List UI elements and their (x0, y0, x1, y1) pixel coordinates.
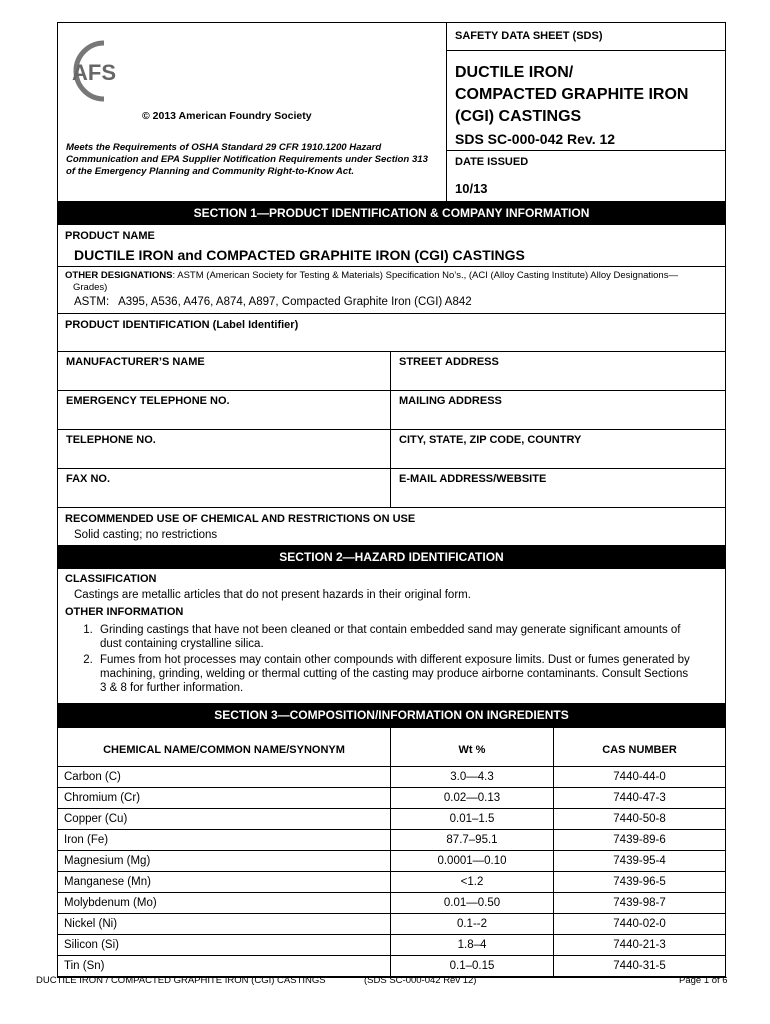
table-row (58, 788, 725, 809)
section-2-header: SECTION 2—HAZARD IDENTIFICATION (58, 545, 725, 568)
table-row (58, 830, 725, 851)
section-3-header: SECTION 3—COMPOSITION/INFORMATION ON INGREDIENTS (58, 703, 725, 726)
cas-number: 7440-50-8 (554, 809, 726, 830)
other-designations (65, 270, 720, 281)
product-id-label: PRODUCT IDENTIFICATION (Label Identifier) (65, 319, 299, 331)
classification-text: Castings are metallic articles that do not present hazards in their original form. (74, 589, 471, 601)
other-information-item: 1. Grinding castings that have not been cleaned or that contain embedded sand may generate significant amounts of dust containing crystalline silica. (96, 623, 696, 651)
other-designations-cell (58, 266, 725, 313)
chemical-name: Molybdenum (Mo) (58, 893, 391, 914)
street-address-label: STREET ADDRESS (399, 356, 499, 368)
wt-percent: 1.8–4 (391, 935, 554, 956)
document-header (58, 23, 725, 201)
ingredients-cell (58, 726, 725, 977)
wt-percent: 87.7–95.1 (391, 830, 554, 851)
hazard-identification-cell (58, 568, 725, 703)
wt-percent: <1.2 (391, 872, 554, 893)
date-issued-label: DATE ISSUED (455, 156, 529, 168)
other-designations-label: OTHER DESIGNATIONS (65, 270, 173, 281)
product-name-label: PRODUCT NAME (65, 230, 155, 242)
osha-requirements-note: Meets the Requirements of OSHA Standard 29 CFR 1910.1200 Hazard Communication and EPA Supplier Notification Requirements under Section 313 of the Emergency Planning and Community Right-to-Know Act. (66, 142, 428, 177)
cas-number: 7439-95-4 (554, 851, 726, 872)
sds-sheet (57, 22, 726, 978)
title-line-1: DUCTILE IRON/ (455, 64, 574, 81)
other-designations-text: : ASTM (American Society for Testing & Materials) Specification No’s., (ACI (Alloy Casting Institute) Alloy Designations— (172, 270, 678, 281)
other-information-label: OTHER INFORMATION (65, 606, 184, 618)
ingredients-body (58, 767, 725, 977)
recommended-use-value: Solid casting; no restrictions (74, 529, 218, 541)
fax-row (58, 468, 725, 507)
table-row (58, 767, 725, 788)
doc-type: SAFETY DATA SHEET (SDS) (455, 30, 603, 42)
sds-number: SDS SC-000-042 Rev. 12 (455, 131, 616, 147)
table-row (58, 935, 725, 956)
doc-type-cell (447, 23, 725, 51)
product-title (455, 62, 688, 128)
product-name: DUCTILE IRON and COMPACTED GRAPHITE IRON (CGI) CASTINGS (74, 247, 525, 263)
manufacturer-label: MANUFACTURER’S NAME (58, 352, 391, 390)
ingredients-table (58, 727, 725, 977)
astm-value: A395, A536, A476, A874, A897, Compacted Graphite Iron (CGI) A842 (118, 296, 472, 308)
recommended-use-label: RECOMMENDED USE OF CHEMICAL AND RESTRICTIONS ON USE (65, 513, 416, 525)
date-issued-cell (447, 150, 725, 196)
chemical-name: Copper (Cu) (58, 809, 391, 830)
other-information-item: 2. Fumes from hot processes may contain other compounds with different exposure limits. Dust or fumes generated by machining, grinding, welding or thermal cutting of the casting may produce airborne contaminants. Consult Sections 3 & 8 for further information. (96, 653, 696, 695)
copyright: © 2013 American Foundry Society (142, 110, 312, 122)
cas-number: 7440-47-3 (554, 788, 726, 809)
footer-page-number: Page 1 of 6 (679, 975, 728, 986)
email-website-label: E-MAIL ADDRESS/WEBSITE (399, 473, 547, 485)
product-name-cell (58, 224, 725, 266)
mailing-address-label: MAILING ADDRESS (399, 395, 502, 407)
astm-label: ASTM: (74, 296, 110, 308)
cas-number: 7440-02-0 (554, 914, 726, 935)
afs-logo (64, 39, 134, 103)
chemical-name: Carbon (C) (58, 767, 391, 788)
cas-number: 7440-21-3 (554, 935, 726, 956)
chemical-name: Manganese (Mn) (58, 872, 391, 893)
chemical-name: Magnesium (Mg) (58, 851, 391, 872)
column-header-wt: Wt % (391, 728, 554, 767)
section-1-header: SECTION 1—PRODUCT IDENTIFICATION & COMPANY INFORMATION (58, 201, 725, 224)
wt-percent: 0.01–1.5 (391, 809, 554, 830)
wt-percent: 0.01—0.50 (391, 893, 554, 914)
date-issued-value: 10/13 (455, 181, 488, 196)
chemical-name: Silicon (Si) (58, 935, 391, 956)
table-row (58, 872, 725, 893)
wt-percent: 0.02—0.13 (391, 788, 554, 809)
classification-label: CLASSIFICATION (65, 573, 157, 585)
telephone-row (58, 429, 725, 468)
city-state-label: CITY, STATE, ZIP CODE, COUNTRY (399, 434, 582, 446)
footer-title: DUCTILE IRON / COMPACTED GRAPHITE IRON (CGI) CASTINGS (36, 975, 326, 986)
wt-percent: 3.0—4.3 (391, 767, 554, 788)
table-row (58, 893, 725, 914)
table-row (58, 809, 725, 830)
title-line-2: COMPACTED GRAPHITE IRON (455, 86, 689, 103)
other-designations-text-2: Grades) (73, 282, 108, 293)
cas-number: 7439-89-6 (554, 830, 726, 851)
footer-sds-number: (SDS SC-000-042 Rev 12) (364, 975, 477, 986)
emergency-row (58, 390, 725, 429)
table-row (58, 851, 725, 872)
wt-percent: 0.1--2 (391, 914, 554, 935)
table-header-row (58, 728, 725, 767)
chemical-name: Nickel (Ni) (58, 914, 391, 935)
chemical-name: Iron (Fe) (58, 830, 391, 851)
cas-number: 7439-98-7 (554, 893, 726, 914)
recommended-use-cell (58, 507, 725, 545)
cas-number: 7439-96-5 (554, 872, 726, 893)
product-id-cell (58, 313, 725, 351)
column-header-chemical: CHEMICAL NAME/COMMON NAME/SYNONYM (58, 728, 391, 767)
wt-percent: 0.1–0.15 (391, 956, 554, 977)
wt-percent: 0.0001—0.10 (391, 851, 554, 872)
chemical-name: Chromium (Cr) (58, 788, 391, 809)
manufacturer-row (58, 351, 725, 390)
astm-line (74, 296, 472, 308)
other-information-list (64, 623, 696, 695)
table-row (58, 956, 725, 977)
chemical-name: Tin (Sn) (58, 956, 391, 977)
telephone-label: TELEPHONE NO. (58, 430, 391, 468)
logo-text: AFS (72, 60, 116, 85)
column-header-cas: CAS NUMBER (554, 728, 726, 767)
title-line-3: (CGI) CASTINGS (455, 108, 582, 125)
header-left (58, 23, 447, 201)
fax-label: FAX NO. (58, 469, 391, 507)
cas-number: 7440-44-0 (554, 767, 726, 788)
header-right (447, 23, 725, 201)
table-row (58, 914, 725, 935)
emergency-phone-label: EMERGENCY TELEPHONE NO. (58, 391, 391, 429)
cas-number: 7440-31-5 (554, 956, 726, 977)
